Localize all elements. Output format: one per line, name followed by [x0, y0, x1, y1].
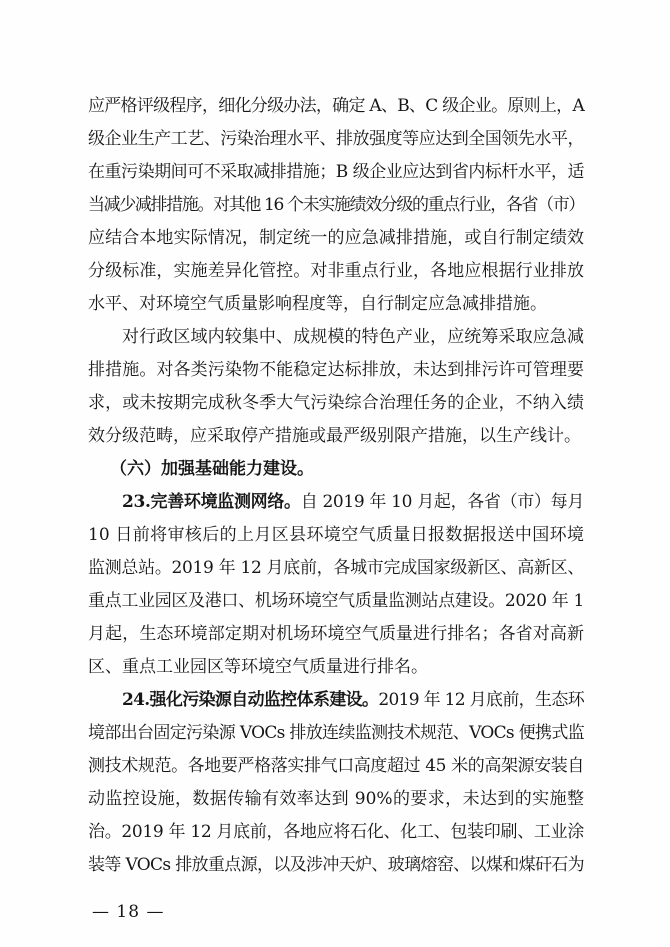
item-23-first-line [88, 486, 584, 519]
text-line: 应结合本地实际情况，制定统一的应急减排措施，或自行制定绩效 [88, 228, 584, 248]
item-24-heading: 24.强化污染源自动监控体系建设。 [122, 690, 379, 710]
text-line: 治。2019 年 12 月底前，各地应将石化、化工、包装印刷、工业涂 [88, 822, 584, 842]
text-line: 境部出台固定污染源 VOCs 排放连续监测技术规范、VOCs 便携式监 [88, 723, 584, 743]
body-text [88, 90, 584, 882]
text-line: 10 日前将审核后的上月区县环境空气质量日报数据报送中国环境 [88, 525, 584, 545]
text-line: 装等 VOCs 排放重点源，以及涉冲天炉、玻璃熔窑、以煤和煤矸石为 [88, 855, 584, 875]
text-line: 月起，生态环境部定期对机场环境空气质量进行排名；各省对高新 [88, 624, 584, 644]
text-line: 测技术规范。各地要严格落实排气口高度超过 45 米的高架源安装自 [88, 756, 584, 776]
text-line: 动监控设施，数据传输有效率达到 90%的要求，未达到的实施整 [88, 789, 584, 809]
section-heading: （六）加强基础能力建设。 [110, 459, 314, 479]
text-line: 水平、对环境空气质量影响程度等，自行制定应急减排措施。 [88, 294, 547, 314]
text-line: 排措施。对各类污染物不能稳定达标排放，未达到排污许可管理要 [88, 360, 584, 380]
text-line: 应严格评级程序，细化分级办法，确定 A、B、C 级企业。原则上，A [88, 96, 584, 116]
text-line: 重点工业园区及港口、机场环境空气质量监测站点建设。2020 年 1 [88, 591, 584, 611]
text-line: 区、重点工业园区等环境空气质量进行排名。 [88, 657, 428, 677]
text-line: 分级标准，实施差异化管控。对非重点行业，各地应根据行业排放 [88, 261, 584, 281]
text-line: 效分级范畴，应采取停产措施或最严级别限产措施，以生产线计。 [88, 426, 581, 446]
item-24-first-line [88, 684, 584, 717]
item-24-text: 2019 年 12 月底前，生态环 [378, 690, 585, 710]
text-line: 在重污染期间可不采取减排措施；B 级企业应达到省内标杆水平，适 [88, 162, 584, 182]
text-line: 当减少减排措施。对其他 16 个未实施绩效分级的重点行业，各省（市） [88, 195, 584, 215]
text-line: 对行政区域内较集中、成规模的特色产业，应统筹采取应急减 [122, 327, 584, 347]
item-23-heading: 23.完善环境监测网络。 [122, 492, 301, 512]
text-line: 求，或未按期完成秋冬季大气污染综合治理任务的企业，不纳入绩 [88, 393, 584, 413]
text-line: 级企业生产工艺、污染治理水平、排放强度等应达到全国领先水平， [88, 129, 584, 149]
text-line: 监测总站。2019 年 12 月底前，各城市完成国家级新区、高新区、 [88, 558, 584, 578]
page-number: — 18 — [92, 902, 165, 922]
item-23-text: 自 2019 年 10 月起，各省（市）每月 [300, 492, 584, 512]
